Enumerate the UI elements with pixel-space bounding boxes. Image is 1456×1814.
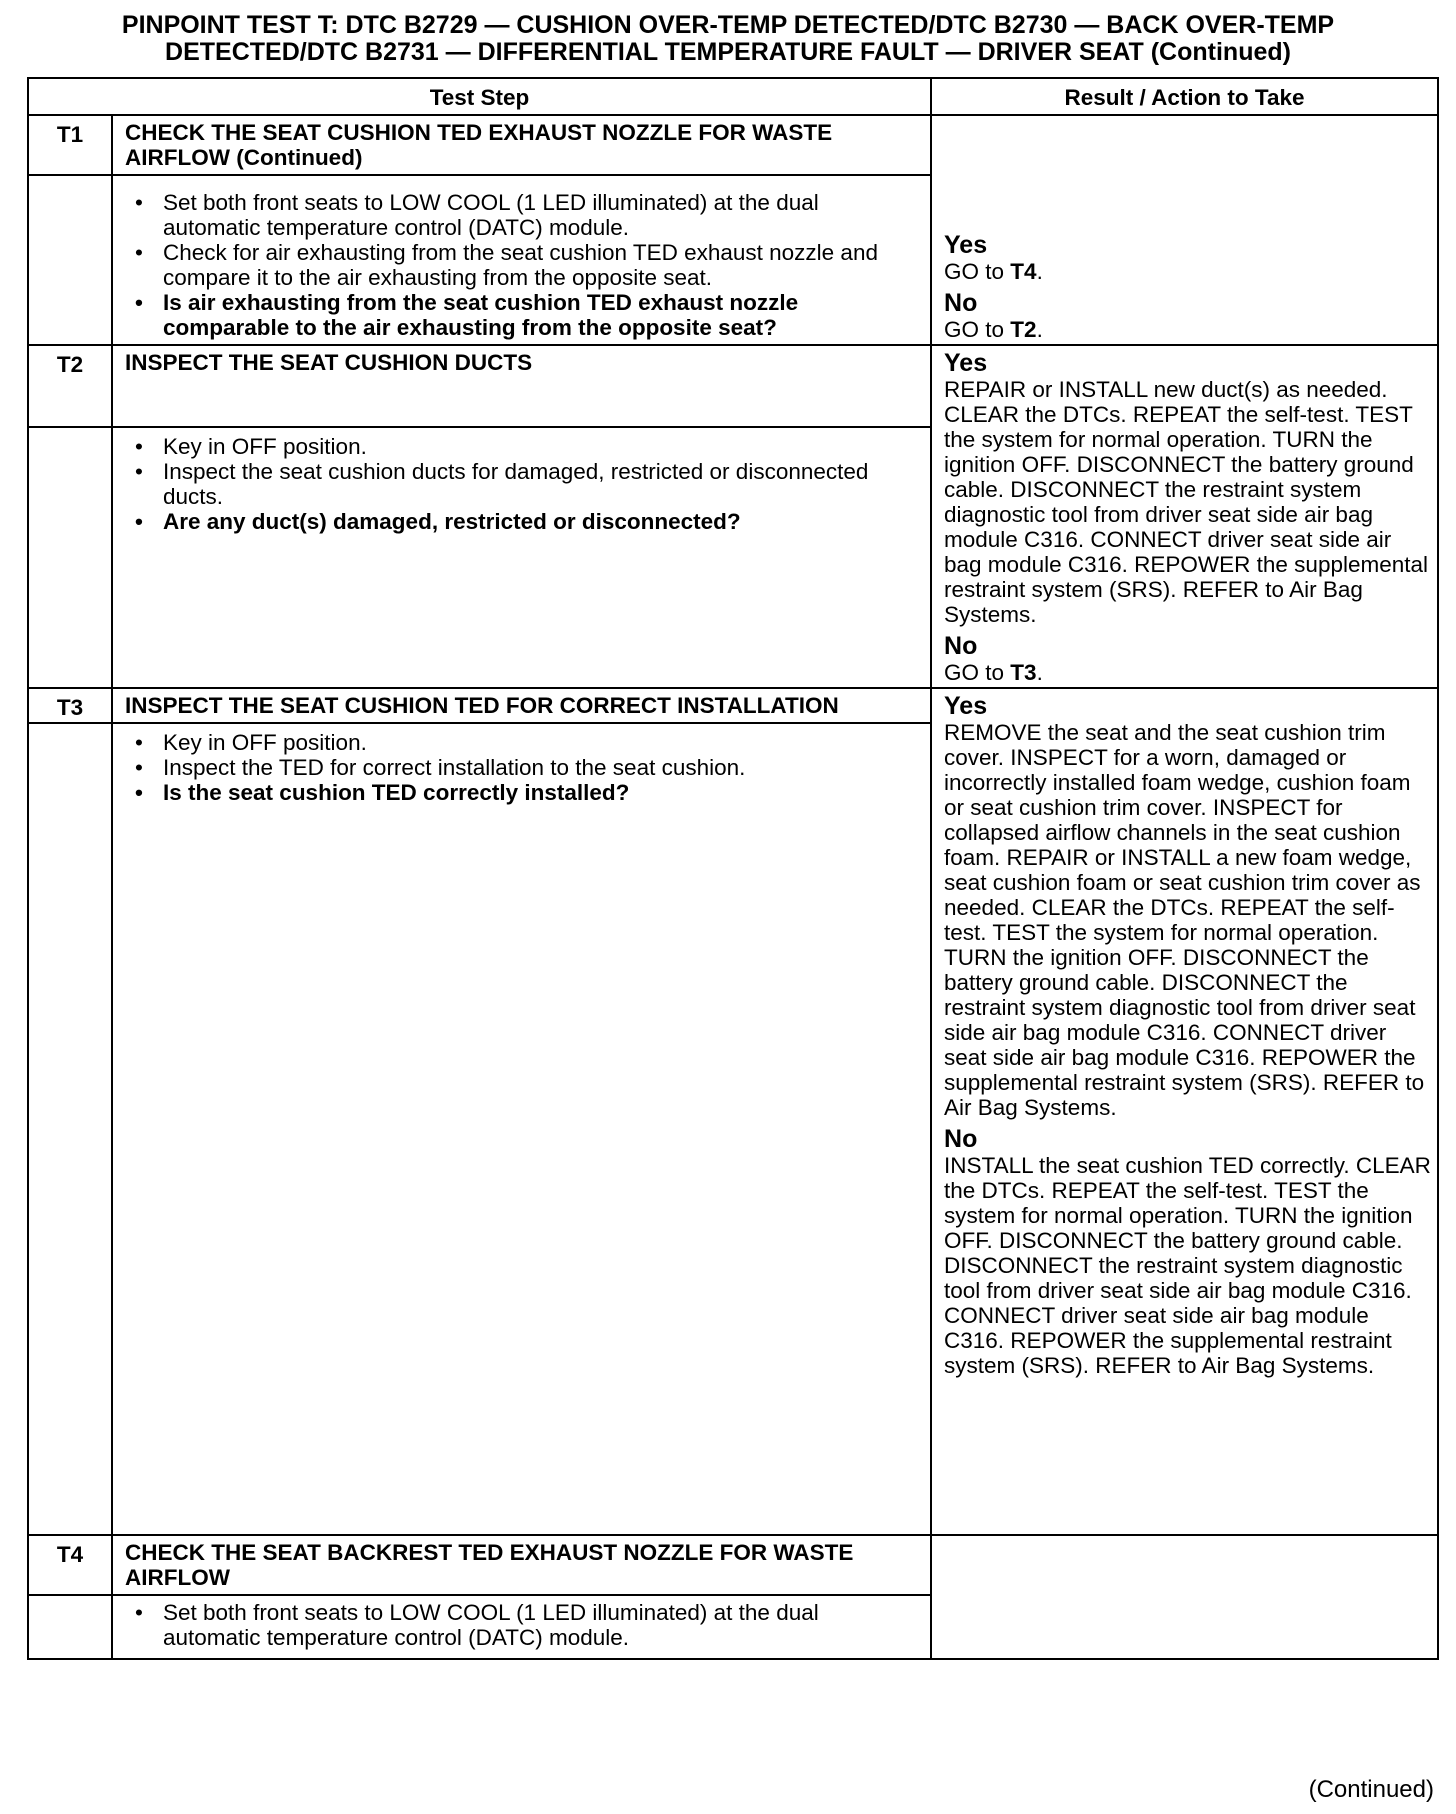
step-t3-question: • Is the seat cushion TED correctly installed?	[125, 780, 920, 805]
step-t3-result	[931, 688, 1438, 1535]
step-t4-title: CHECK THE SEAT BACKREST TED EXHAUST NOZZLE FOR WASTE AIRFLOW	[112, 1535, 931, 1595]
step-t2-body	[112, 427, 931, 688]
step-t1-no-ref: T2	[1010, 317, 1037, 342]
step-t1-no-prefix: GO to	[944, 317, 1011, 342]
table-header-row	[28, 78, 1438, 115]
step-t2-yes-label: Yes	[944, 349, 988, 377]
continued-label: (Continued)	[1308, 1776, 1434, 1803]
step-t4-id: T4	[28, 1535, 112, 1595]
pinpoint-test-table	[27, 77, 1439, 1660]
step-t3-body	[112, 723, 931, 1535]
step-t1-yes-suffix: .	[1036, 259, 1043, 284]
header-test-step: Test Step	[28, 78, 931, 115]
step-t3-yes-label: Yes	[944, 692, 988, 720]
step-t4-result	[931, 1535, 1438, 1659]
step-t1-bullet: • Set both front seats to LOW COOL (1 LED illuminated) at the dual automatic temperature control (DATC) module.	[125, 190, 920, 240]
step-t3-id-blank	[28, 723, 112, 1535]
step-t1-body	[112, 175, 931, 345]
step-t1-no-action	[944, 317, 1431, 342]
step-t3-yes-action: REMOVE the seat and the seat cushion trim cover. INSPECT for a worn, damaged or incorrectly installed foam wedge, cushion foam or seat cushion trim cover. INSPECT for collapsed airflow channels in the seat cushion foam. REPAIR or INSTALL a new foam wedge, seat cushion foam or seat cushion trim cover as needed. CLEAR the DTCs. REPEAT the self-test. TEST the system for normal operation. TURN the ignition OFF. DISCONNECT the battery ground cable. DISCONNECT the restraint system diagnostic tool from driver seat side air bag module C316. CONNECT driver seat side air bag module C316. REPOWER the supplemental restraint system (SRS). REFER to Air Bag Systems.	[944, 720, 1425, 1120]
step-t4-bullet: • Set both front seats to LOW COOL (1 LED illuminated) at the dual automatic temperature control (DATC) module.	[125, 1600, 920, 1650]
step-t1-header-row	[28, 115, 1438, 175]
step-t2-result	[931, 345, 1438, 688]
header-result-action: Result / Action to Take	[931, 78, 1438, 115]
step-t2-yes-action: REPAIR or INSTALL new duct(s) as needed. CLEAR the DTCs. REPEAT the self-test. TEST the system for normal operation. TURN the ignition OFF. DISCONNECT the battery ground cable. DISCONNECT the restraint system diagnostic tool from driver seat side air bag module C316. CONNECT driver seat side air bag module C316. REPOWER the supplemental restraint system (SRS). REFER to Air Bag Systems.	[944, 377, 1429, 627]
step-t4-header-row	[28, 1535, 1438, 1595]
page-title	[20, 12, 1436, 66]
step-t2-id-blank	[28, 427, 112, 688]
step-t1-id-blank	[28, 175, 112, 345]
step-t2-bullet: • Inspect the seat cushion ducts for damaged, restricted or disconnected ducts.	[125, 459, 920, 509]
step-t2-no-suffix: .	[1036, 660, 1043, 685]
step-t3-no-label: No	[944, 1125, 978, 1153]
step-t2-no-action	[944, 660, 1431, 685]
step-t4-body	[112, 1595, 931, 1659]
step-t1-yes-ref: T4	[1010, 259, 1037, 284]
step-t1-question: • Is air exhausting from the seat cushion TED exhaust nozzle comparable to the air exhausting from the opposite seat?	[125, 290, 920, 340]
step-t1-yes-prefix: GO to	[944, 259, 1011, 284]
step-t1-yes-label: Yes	[944, 231, 988, 259]
step-t2-header-row	[28, 345, 1438, 427]
step-t2-no-ref: T3	[1010, 660, 1037, 685]
step-t1-bullet: • Check for air exhausting from the seat cushion TED exhaust nozzle and compare it to the air exhausting from the opposite seat.	[125, 240, 920, 290]
step-t1-no-label: No	[944, 289, 978, 317]
step-t3-bullet: • Key in OFF position.	[125, 730, 920, 755]
title-line-2: DETECTED/DTC B2731 — DIFFERENTIAL TEMPERATURE FAULT — DRIVER SEAT (Continued)	[165, 38, 1291, 66]
title-line-1: PINPOINT TEST T: DTC B2729 — CUSHION OVER-TEMP DETECTED/DTC B2730 — BACK OVER-TEMP	[121, 11, 1335, 39]
step-t1-result	[931, 115, 1438, 345]
step-t3-bullet: • Inspect the TED for correct installation to the seat cushion.	[125, 755, 920, 780]
step-t3-title: INSPECT THE SEAT CUSHION TED FOR CORRECT INSTALLATION	[112, 688, 931, 723]
step-t2-no-prefix: GO to	[944, 660, 1011, 685]
step-t1-yes-action	[944, 259, 1431, 284]
step-t2-no-label: No	[944, 632, 978, 660]
step-t3-header-row	[28, 688, 1438, 723]
step-t2-bullet: • Key in OFF position.	[125, 434, 920, 459]
step-t2-question: • Are any duct(s) damaged, restricted or disconnected?	[125, 509, 920, 534]
step-t4-id-blank	[28, 1595, 112, 1659]
step-t3-no-action: INSTALL the seat cushion TED correctly. CLEAR the DTCs. REPEAT the self-test. TEST the system for normal operation. TURN the ignition OFF. DISCONNECT the battery ground cable. DISCONNECT the restraint system diagnostic tool from driver seat side air bag module C316. CONNECT driver seat side air bag module C316. REPOWER the supplemental restraint system (SRS). REFER to Air Bag Systems.	[944, 1153, 1431, 1378]
step-t2-id: T2	[28, 345, 112, 427]
step-t1-id: T1	[28, 115, 112, 175]
step-t1-no-suffix: .	[1036, 317, 1043, 342]
step-t2-title: INSPECT THE SEAT CUSHION DUCTS	[112, 345, 931, 427]
step-t3-id: T3	[28, 688, 112, 723]
step-t1-title: CHECK THE SEAT CUSHION TED EXHAUST NOZZLE FOR WASTE AIRFLOW (Continued)	[112, 115, 931, 175]
